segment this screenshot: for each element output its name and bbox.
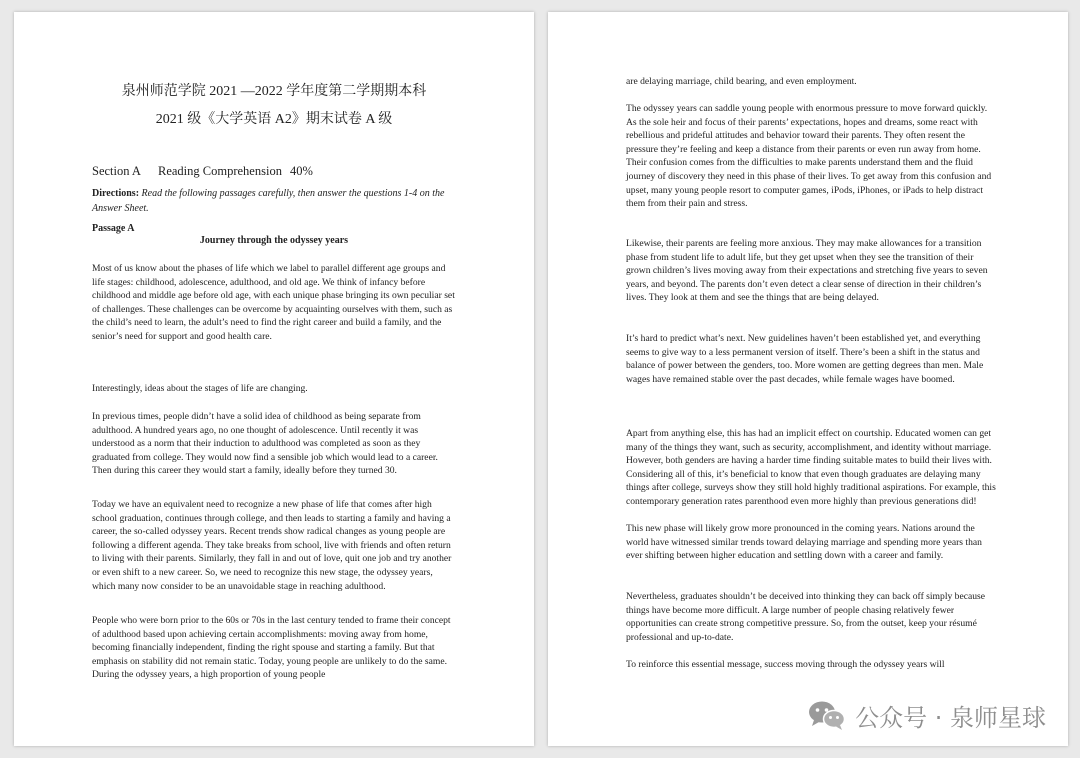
passage-title: Journey through the odyssey years [199, 235, 349, 246]
paragraph-right-1: are delaying marriage, child bearing, and even employment. [626, 76, 857, 87]
paragraph-left-5: People who were born prior to the 60s or 70s in the last century tended to frame their concept of adulthood based upon achieving certain accomplishments: moving away from home, becoming financially independent, finding the right spouse and starting a family. But that emphasis on stability did not remain static. Today, young people are unlikely to do the same. During the odyssey years, a high proportion of young people [92, 615, 451, 681]
section-label: Section A [92, 164, 141, 178]
directions [92, 186, 462, 216]
paragraph-left-4: Today we have an equivalent need to recognize a new phase of life that comes after high school graduation, continues through college, and then leads to starting a family and having a career, the so-called odyssey years. Recent trends show radical changes as young people are following a different agenda. They take breaks from school, live with friends and often return to living with their parents. Similarly, they fall in and out of love, quit one job and try another or even shift to a new career. So, we need to recognize this new stage, the odyssey years, which many now consider to be an unavoidable stage in reaching adulthood. [92, 499, 452, 592]
paragraph-right-8: To reinforce this essential message, success moving through the odyssey years will [626, 659, 945, 670]
paragraph-right-3: Likewise, their parents are feeling more anxious. They may make allowances for a transition phase from student life to adult life, but they get upset when they see the transition of their grown children’s lives moving away from their expectations and stretching five years to seven years, and beyond. The parents don’t even detect a clear sense of direction in their children’s lives. They look at them and see the things that are being delayed. [626, 238, 988, 304]
paragraph-right-6: This new phase will likely grow more pronounced in the coming years. Nations around the world have witnessed similar trends toward delaying marriage and spending more years than ever shifting between higher education and settling down with a career and family. [626, 523, 982, 562]
exam-title-line2: 2021 级《大学英语 A2》期末试卷 A 级 [155, 112, 393, 127]
passage-label: Passage A [92, 223, 135, 234]
watermark-text: 公众号 · 泉师星球 [855, 703, 1046, 732]
wechat-icon [807, 699, 847, 731]
paragraph-left-1: Most of us know about the phases of life which we label to parallel different age groups and life stages: childhood, adolescence, adulthood, and old age. We think of infancy before childhood and middle age before old age, with each unique phase bringing its own peculiar set of challenges. These challenges can be overcome by acquainting ourselves with them, such as the child’s need to learn, the adult’s need to find the right career and build a family, and the senior’s need for support and good health care. [92, 263, 455, 342]
section-name: Reading Comprehension [158, 164, 282, 178]
paragraph-left-2: Interestingly, ideas about the stages of life are changing. [92, 383, 308, 394]
section-weight: 40% [290, 164, 313, 178]
paragraph-right-5: Apart from anything else, this has had an implicit effect on courtship. Educated women can get many of the things they want, such as security, accomplishment, and identity without marriage. However, both genders are having a harder time finding suitable mates to build their lives with. Considering all of this, it’s beneficial to know that even though graduates are delaying many things after college, surveys show they still hold highly traditional aspirations. For example, this contemporary generation rates parenthood even more highly than previous generations did! [626, 428, 996, 507]
paragraph-left-3: In previous times, people didn’t have a solid idea of childhood as being separate from adulthood. A hundred years ago, no one thought of adolescence. Until recently it was understood as a norm that their induction to adulthood was completed as soon as they graduated from college. They would now find a sensible job which would lead to a career. Then during this career they would start a family, ideally before they turned 30. [92, 411, 438, 477]
paragraph-right-4: It’s hard to predict what’s next. New guidelines haven’t been established yet, and everything seems to give way to a less permanent version of itself. There’s been a shift in the status and balance of power between the genders, too. More women are getting degrees than men. Male wages have remained stable over the past decades, while female wages have boomed. [626, 333, 984, 385]
document-page-left [14, 12, 534, 746]
document-page-right [548, 12, 1068, 746]
directions-label: Directions: [92, 188, 140, 199]
paragraph-right-2: The odyssey years can saddle young people with enormous pressure to move forward quickly. As the sole heir and focus of their parents’ expectations, hopes and dreams, some react with rebellious and prideful attitudes and behavior toward their parents. They often resent the pressure they’re feeling and keep a distance from their parents or even run away from home. Their confusion comes from the difficulties to make parents understand them and the fluid journey of discovery they need in this phase of their lives. To get away from this confusion and upset, many young people resort to computer games, iPods, iPhones, or iPads to help distract them from their pain and stress. [626, 103, 992, 210]
directions-text: Read the following passages carefully, then answer the questions 1-4 on the Answer Sheet. [92, 188, 445, 214]
watermark [807, 698, 1046, 732]
exam-title-line1: 泉州师范学院 2021 —2022 学年度第二学期期本科 [121, 84, 427, 99]
paragraph-right-7: Nevertheless, graduates shouldn’t be deceived into thinking they can back off simply because things have become more difficult. A large number of people chasing relatively fewer opportunities can create strong competitive pressure. So, from the outset, keep your résumé professional and up-to-date. [626, 591, 986, 643]
section-heading [92, 164, 313, 179]
